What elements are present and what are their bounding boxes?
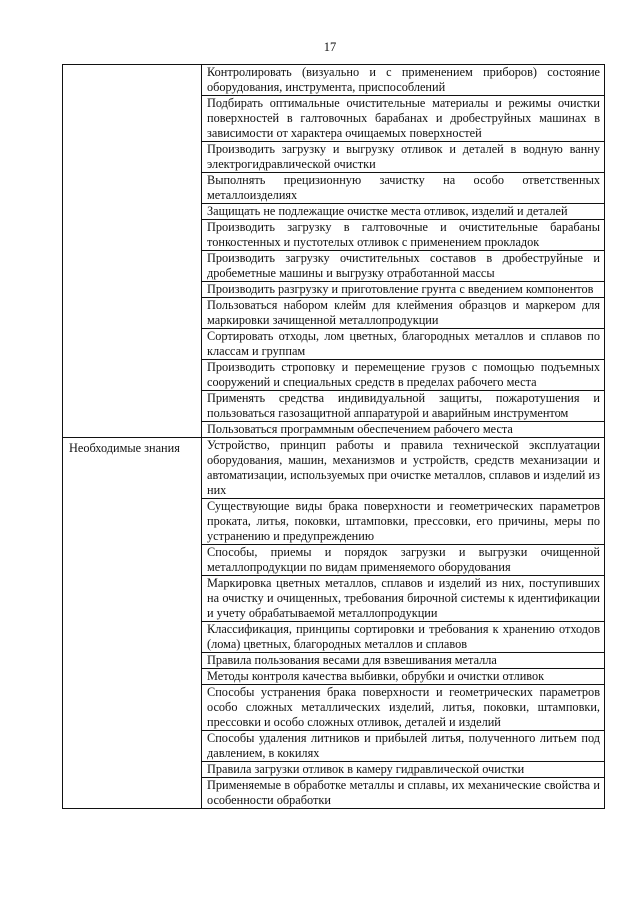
- skill-item: Производить строповку и перемещение грузов с помощью подъемных сооружений и специальных средств в пределах рабочего места: [202, 360, 605, 391]
- skill-item: Производить загрузку очистительных составов в дробеструйные и дробеметные машины и выгрузку отработанной массы: [202, 251, 605, 282]
- skill-item: Пользоваться набором клейм для клеймения образцов и маркером для маркировки зачищенной металлопродукции: [202, 298, 605, 329]
- skill-item: Пользоваться программным обеспечением рабочего места: [202, 422, 605, 438]
- skill-item: Подбирать оптимальные очистительные материалы и режимы очистки поверхностей в галтовочных барабанах и дробеструйных машинах в зависимости от характера очищаемых поверхностей: [202, 96, 605, 142]
- section-label-knowledge: Необходимые знания: [63, 438, 202, 809]
- section-label-skills: [63, 65, 202, 438]
- skill-item: Защищать не подлежащие очистке места отливок, изделий и деталей: [202, 204, 605, 220]
- knowledge-item: Правила пользования весами для взвешивания металла: [202, 653, 605, 669]
- competency-table: [62, 64, 605, 809]
- skill-item: Производить разгрузку и приготовление грунта с введением компонентов: [202, 282, 605, 298]
- skill-item: Выполнять прецизионную зачистку на особо ответственных металлоизделиях: [202, 173, 605, 204]
- knowledge-item: Правила загрузки отливок в камеру гидравлической очистки: [202, 762, 605, 778]
- skill-item: Контролировать (визуально и с применением приборов) состояние оборудования, инструмента, приспособлений: [202, 65, 605, 96]
- skill-item: Применять средства индивидуальной защиты, пожаротушения и пользоваться газозащитной аппаратурой и аварийным инструментом: [202, 391, 605, 422]
- knowledge-item: Способы устранения брака поверхности и геометрических параметров особо сложных металлических изделий, литья, поковки, штамповки, прессовки и особо сложных отливок, деталей и изделий: [202, 685, 605, 731]
- knowledge-item: Способы удаления литников и прибылей литья, полученного литьем под давлением, в кокилях: [202, 731, 605, 762]
- skill-item: Производить загрузку и выгрузку отливок и деталей в водную ванну электрогидравлической очистки: [202, 142, 605, 173]
- table-row: [63, 438, 605, 499]
- knowledge-item: Существующие виды брака поверхности и геометрических параметров проката, литья, поковки, штамповки, прессовки, его причины, меры по устранению и предупреждению: [202, 499, 605, 545]
- skill-item: Сортировать отходы, лом цветных, благородных металлов и сплавов по классам и группам: [202, 329, 605, 360]
- table-row: [63, 65, 605, 96]
- knowledge-item: Устройство, принцип работы и правила технической эксплуатации оборудования, машин, механизмов и устройств, средств механизации и автоматизации, используемых при очистке металлов, сплавов и изделий из них: [202, 438, 605, 499]
- knowledge-item: Применяемые в обработке металлы и сплавы, их механические свойства и особенности обработки: [202, 778, 605, 809]
- knowledge-item: Способы, приемы и порядок загрузки и выгрузки очищенной металлопродукции по видам применяемого оборудования: [202, 545, 605, 576]
- knowledge-item: Маркировка цветных металлов, сплавов и изделий из них, поступивших на очистку и очищенных, требования бирочной системы к идентификации и учету обрабатываемой металлопродукции: [202, 576, 605, 622]
- skill-item: Производить загрузку в галтовочные и очистительные барабаны тонкостенных и пустотелых отливок с применением прокладок: [202, 220, 605, 251]
- knowledge-item: Классификация, принципы сортировки и требования к хранению отходов (лома) цветных, благородных металлов и сплавов: [202, 622, 605, 653]
- knowledge-item: Методы контроля качества выбивки, обрубки и очистки отливок: [202, 669, 605, 685]
- page-number: 17: [323, 40, 337, 54]
